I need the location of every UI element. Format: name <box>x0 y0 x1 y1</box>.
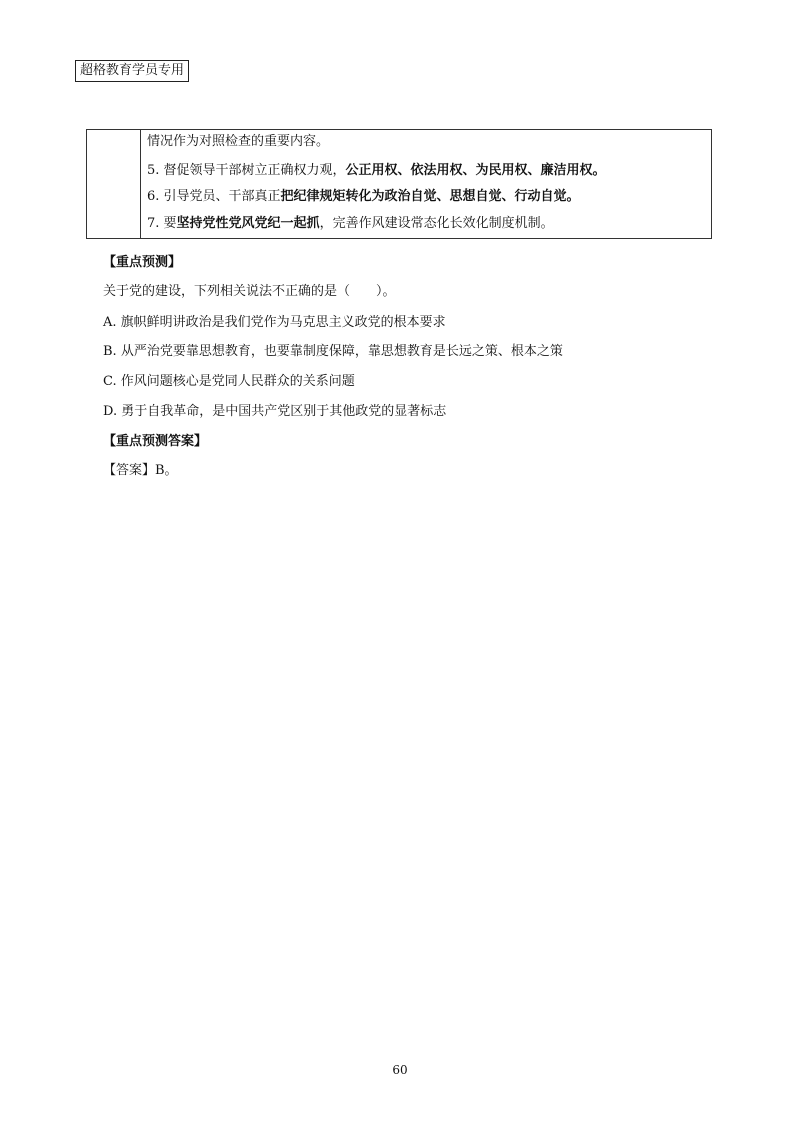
option-b: B. 从严治党要靠思想教育，也要靠制度保障，靠思想教育是长远之策、根本之策 <box>103 344 563 359</box>
option-c: C. 作风问题核心是党同人民群众的关系问题 <box>103 374 355 389</box>
table-line-3 <box>147 188 580 206</box>
option-d: D. 勇于自我革命，是中国共产党区别于其他政党的显著标志 <box>103 404 447 419</box>
table-line-4-bold: 坚持党性党风党纪一起抓 <box>176 216 320 231</box>
table-left-cell <box>87 130 141 238</box>
table-line-4-prefix: 7. 要 <box>147 216 177 231</box>
table-line-2-prefix: 5. 督促领导干部树立正确权力观， <box>147 163 346 178</box>
prediction-title: 【重点预测】 <box>103 255 182 270</box>
table-right-cell <box>141 130 711 238</box>
table-line-4 <box>147 215 554 233</box>
page-number: 60 <box>392 1063 408 1077</box>
table-line-3-prefix: 6. 引导党员、干部真正 <box>147 189 281 204</box>
table-line-3-bold: 把纪律规矩转化为政治自觉、思想自觉、行动自觉。 <box>280 189 580 204</box>
table-line-1 <box>147 133 329 151</box>
table-line-1-text: 情况作为对照检查的重要内容。 <box>147 134 330 149</box>
question-text: 关于党的建设，下列相关说法不正确的是（ ）。 <box>103 284 396 299</box>
answer-title: 【重点预测答案】 <box>103 434 208 449</box>
option-a: A. 旗帜鲜明讲政治是我们党作为马克思主义政党的根本要求 <box>103 315 446 330</box>
table-line-2-bold: 公正用权、依法用权、为民用权、廉洁用权。 <box>345 163 606 178</box>
table-line-2 <box>147 162 606 180</box>
table-line-4-suffix: ，完善作风建设常态化长效化制度机制。 <box>319 216 554 231</box>
content-table <box>86 129 712 239</box>
header-tag: 超格教育学员专用 <box>75 60 189 82</box>
answer-text: 【答案】B。 <box>103 463 178 478</box>
